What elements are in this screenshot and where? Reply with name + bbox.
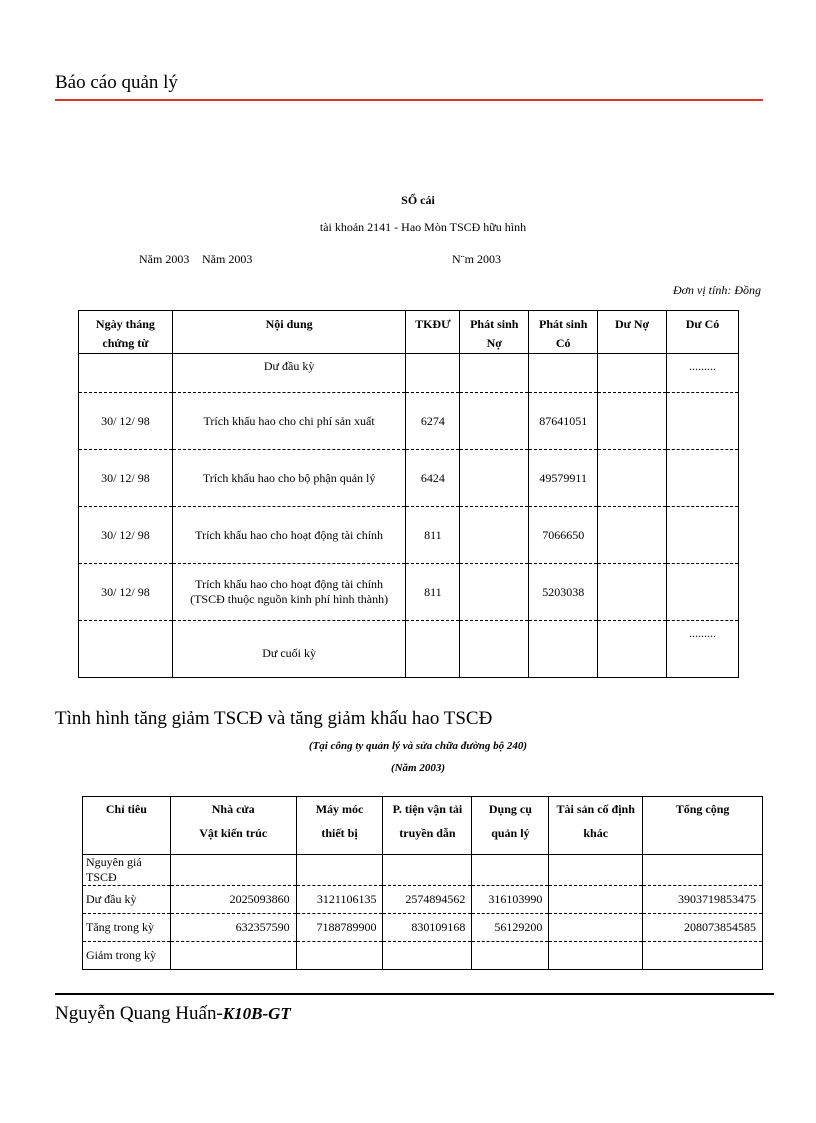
col-total: [643, 797, 763, 855]
row-debit: [460, 450, 529, 507]
cell: [460, 621, 529, 678]
cell: 632357590: [170, 914, 296, 942]
col-tkdu: TKĐƯ: [406, 311, 460, 354]
cell: [643, 855, 763, 886]
header-divider: [55, 99, 763, 101]
cell: 56129200: [472, 914, 549, 942]
cell: [472, 855, 549, 886]
row-tkdu: 811: [406, 564, 460, 621]
row-content: Trích khấu hao cho bộ phận quản lý: [172, 450, 406, 507]
col-credit: Phát sinh Có: [529, 311, 598, 354]
assets-year: (Năm 2003): [390, 762, 446, 774]
assets-subtitle: (Tại công ty quản lý và sửa chữa đường bộ 240): [308, 740, 528, 752]
row-credit: 87641051: [529, 393, 598, 450]
cell: [529, 354, 598, 393]
row-credit: 7066650: [529, 507, 598, 564]
col-line-2: truyền dẫn: [399, 826, 456, 840]
table-row: [83, 914, 763, 942]
row-credit: 5203038: [529, 564, 598, 621]
row-balance-debit: [598, 564, 667, 621]
assets-header-row: [83, 797, 763, 855]
row-balance-credit: [667, 507, 739, 564]
header-title: Báo cáo quản lý: [55, 72, 178, 93]
col-line-1: Chỉ tiêu: [105, 802, 147, 816]
cell: 208073854585: [643, 914, 763, 942]
ledger-table: [78, 310, 739, 678]
col-line-1: Tổng cộng: [675, 802, 730, 816]
cell: [472, 942, 549, 970]
row-debit: [460, 393, 529, 450]
closing-label: Dư cuối kỳ: [172, 621, 406, 678]
row-debit: [460, 507, 529, 564]
ledger-unit: Đơn vị tính: Đồng: [672, 283, 761, 297]
ledger-year-2: Năm 2003: [202, 252, 253, 266]
row-label: Giảm trong kỳ: [83, 942, 171, 970]
cell: [296, 855, 383, 886]
col-transport: [383, 797, 472, 855]
row-date: 30/ 12/ 98: [79, 393, 173, 450]
row-balance-credit: [667, 564, 739, 621]
cell: [79, 621, 173, 678]
footer-author: [55, 1003, 291, 1025]
col-other-assets: [549, 797, 643, 855]
col-balance-debit: Dư Nợ: [598, 311, 667, 354]
col-tools: [472, 797, 549, 855]
col-line-1: Tài sản cố định: [556, 802, 635, 816]
row-content-line-1: Trích khấu hao cho hoạt động tài chính: [195, 577, 384, 591]
row-balance-debit: [598, 507, 667, 564]
row-label: Dư đầu kỳ: [83, 886, 171, 914]
cell: [549, 855, 643, 886]
cell: 3903719853475: [643, 886, 763, 914]
row-tkdu: 6274: [406, 393, 460, 450]
row-tkdu: 6424: [406, 450, 460, 507]
col-line-2: quản lý: [491, 826, 530, 840]
ledger-year-3: N¨m 2003: [452, 252, 501, 266]
cell: [549, 886, 643, 914]
cell: 3121106135: [296, 886, 383, 914]
col-line-2: Vật kiến trúc: [199, 826, 268, 840]
footer-divider: [55, 993, 774, 995]
ledger-title: SỔ cái: [401, 193, 435, 207]
row-content: Trích khấu hao cho hoạt động tài chính: [172, 507, 406, 564]
cell: 830109168: [383, 914, 472, 942]
closing-balance-credit: .........: [667, 621, 739, 678]
opening-label: Dư đầu kỳ: [172, 354, 406, 393]
cell: [170, 855, 296, 886]
cell: [296, 942, 383, 970]
row-balance-credit: [667, 450, 739, 507]
row-label: Nguyên giá TSCĐ: [83, 855, 171, 886]
row-date: 30/ 12/ 98: [79, 450, 173, 507]
cell: [383, 855, 472, 886]
cell: [598, 621, 667, 678]
cell: [549, 942, 643, 970]
row-tkdu: 811: [406, 507, 460, 564]
col-indicator: [83, 797, 171, 855]
row-date: 30/ 12/ 98: [79, 507, 173, 564]
col-buildings: [170, 797, 296, 855]
ledger-header-row: [79, 311, 739, 354]
row-label: Tăng trong kỳ: [83, 914, 171, 942]
col-line-1: P. tiện vận tải: [392, 802, 463, 816]
ledger-subtitle: tài khoản 2141 - Hao Mòn TSCĐ hữu hình: [319, 220, 527, 234]
col-line-1: Máy móc: [315, 802, 364, 816]
cell: [170, 942, 296, 970]
cell: 2025093860: [170, 886, 296, 914]
cell: [549, 914, 643, 942]
cell: [598, 354, 667, 393]
col-line-2: khác: [583, 826, 609, 840]
col-balance-credit: Dư Có: [667, 311, 739, 354]
col-line-1: Dụng cụ: [488, 802, 532, 816]
class-label: K10B-GT: [222, 1004, 291, 1023]
cell: [643, 942, 763, 970]
table-row: [83, 886, 763, 914]
ledger-year-1: Năm 2003: [139, 252, 190, 266]
cell: 316103990: [472, 886, 549, 914]
table-row: [79, 507, 739, 564]
cell: [79, 354, 173, 393]
ledger-closing-row: [79, 621, 739, 678]
cell: 2574894562: [383, 886, 472, 914]
col-date: Ngày tháng chứng từ: [79, 311, 173, 354]
table-row: [79, 564, 739, 621]
row-content-line-2: (TSCĐ thuộc nguồn kinh phí hình thành): [190, 592, 389, 606]
cell: [529, 621, 598, 678]
col-line-1: Nhà cửa: [211, 802, 255, 816]
assets-table: [82, 796, 763, 970]
cell: [406, 621, 460, 678]
cell: 7188789900: [296, 914, 383, 942]
col-line-2: thiết bị: [321, 826, 358, 840]
row-content: Trích khấu hao cho chi phí sản xuất: [172, 393, 406, 450]
table-row: [83, 855, 763, 886]
col-debit: Phát sinh Nợ: [460, 311, 529, 354]
cell: [383, 942, 472, 970]
row-content: [172, 564, 406, 621]
row-credit: 49579911: [529, 450, 598, 507]
row-date: 30/ 12/ 98: [79, 564, 173, 621]
cell: [460, 354, 529, 393]
table-row: [79, 393, 739, 450]
row-balance-debit: [598, 450, 667, 507]
ledger-opening-row: [79, 354, 739, 393]
row-balance-credit: [667, 393, 739, 450]
opening-balance-credit: .........: [667, 354, 739, 393]
row-balance-debit: [598, 393, 667, 450]
table-row: [79, 450, 739, 507]
table-row: [83, 942, 763, 970]
col-content: Nội dung: [172, 311, 406, 354]
assets-title: Tình hình tăng giảm TSCĐ và tăng giảm khấu hao TSCĐ: [55, 708, 493, 729]
col-machinery: [296, 797, 383, 855]
cell: [406, 354, 460, 393]
row-debit: [460, 564, 529, 621]
author-name: Nguyễn Quang Huấn-: [55, 1003, 223, 1024]
